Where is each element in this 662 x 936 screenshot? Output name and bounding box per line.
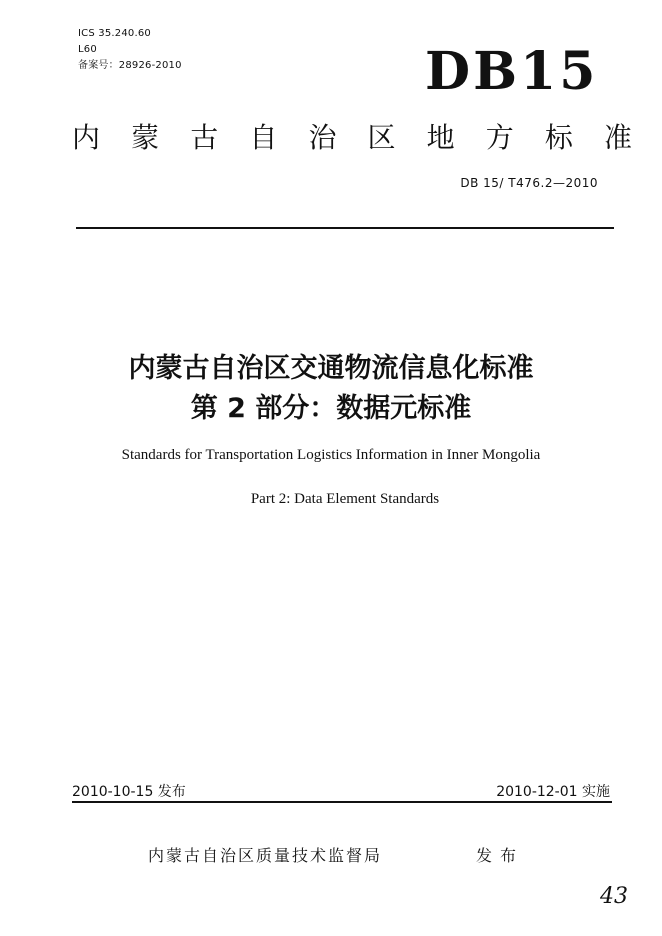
category-char: 方 <box>485 121 514 154</box>
title-en-line2: Part 2: Data Element Standards <box>250 491 440 507</box>
ics-code: ICS 35.240.60 <box>78 28 151 39</box>
implementation-date: 2010-12-01 实施 <box>496 784 610 800</box>
footer-divider <box>72 801 612 803</box>
category-char: 蒙 <box>131 121 160 154</box>
issuing-authority: 内蒙古自治区质量技术监督局 <box>148 846 383 865</box>
db-code-logo: DB15 <box>425 41 599 102</box>
release-date: 2010-10-15 发布 <box>72 784 186 800</box>
page-number: 43 <box>600 884 628 909</box>
record-number: 备案号：28926-2010 <box>78 60 182 71</box>
category-char: 自 <box>249 121 278 154</box>
standard-number: DB 15/ T476.2—2010 <box>460 176 598 190</box>
category-char: 地 <box>426 121 455 154</box>
category-char: 古 <box>190 121 219 154</box>
classification-code: L60 <box>78 44 97 55</box>
category-char: 内 <box>72 121 101 154</box>
category-char: 准 <box>603 121 632 154</box>
category-char: 治 <box>308 121 337 154</box>
title-zh-line1: 内蒙古自治区交通物流信息化标准 <box>128 353 534 384</box>
title-zh-line2: 第 2 部分：数据元标准 <box>190 393 472 424</box>
category-char: 标 <box>544 121 573 154</box>
issue-label: 发布 <box>476 846 525 865</box>
header-divider <box>76 227 614 229</box>
standard-category <box>72 120 632 156</box>
title-en-line1: Standards for Transportation Logistics Information in Inner Mongolia <box>121 447 541 463</box>
category-char: 区 <box>367 121 396 154</box>
